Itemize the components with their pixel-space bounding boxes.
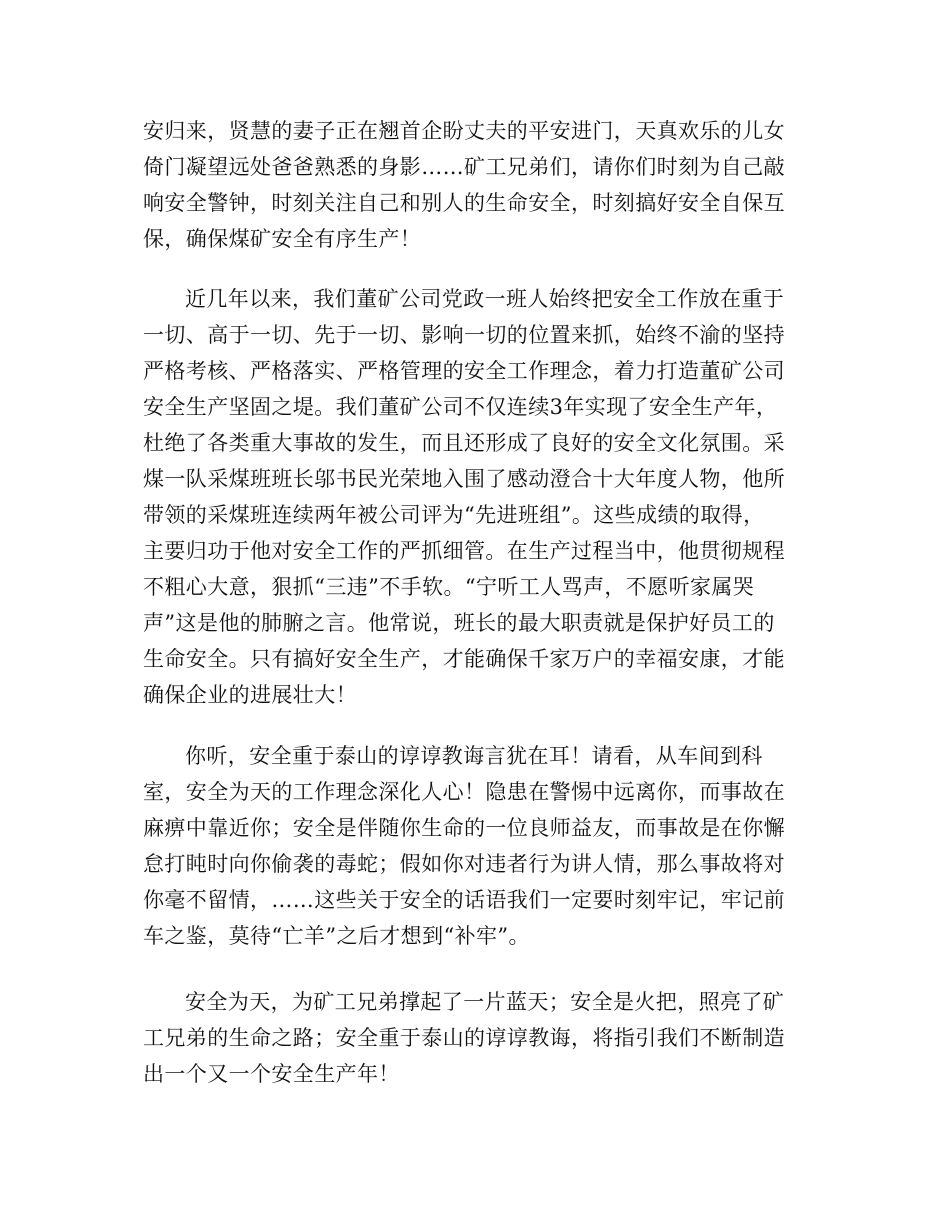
- text-line: 响安全警钟，时刻关注自己和别人的生命安全，时刻搞好安全自保互: [143, 191, 785, 215]
- text-line: 煤一队采煤班班长邬书民光荣地入围了感动澄合十大年度人物，他所: [143, 467, 785, 491]
- paragraph-2: [143, 281, 803, 713]
- text-line: 车之鉴，莫待“亡羊”之后才想到“补牢”。: [143, 924, 530, 948]
- text-line: 室，安全为天的工作理念深化人心！隐患在警惕中远离你，而事故在: [143, 780, 785, 804]
- text-line: 你毫不留情，……这些关于安全的话语我们一定要时刻牢记，牢记前: [143, 888, 785, 912]
- text-line: 麻痹中靠近你；安全是伴随你生命的一位良师益友，而事故是在你懈: [143, 816, 785, 840]
- text-line: 严格考核、严格落实、严格管理的安全工作理念，着力打造董矿公司: [143, 359, 785, 383]
- text-line: 安全生产坚固之堤。我们董矿公司不仅连续3年实现了安全生产年，: [143, 395, 778, 419]
- text-line: 主要归功于他对安全工作的严抓细管。在生产过程当中，他贯彻规程: [143, 539, 785, 563]
- paragraph-1: [143, 113, 803, 257]
- text-line: 倚门凝望远处爸爸熟悉的身影……矿工兄弟们，请你们时刻为自己敲: [143, 155, 785, 179]
- text-line: 安全为天，为矿工兄弟撑起了一片蓝天；安全是火把，照亮了矿: [185, 990, 785, 1014]
- text-line: 安归来，贤慧的妻子正在翘首企盼丈夫的平安进门，天真欢乐的儿女: [143, 119, 785, 143]
- text-line: 不粗心大意，狠抓“三违”不手软。“宁听工人骂声，不愿听家属哭: [143, 575, 755, 599]
- paragraph-3: [143, 738, 803, 954]
- text-line: 近几年以来，我们董矿公司党政一班人始终把安全工作放在重于: [185, 287, 785, 311]
- text-line: 怠打盹时向你偷袭的毒蛇；假如你对违者行为讲人情，那么事故将对: [143, 852, 785, 876]
- text-line: 你听，安全重于泰山的谆谆教诲言犹在耳！请看，从车间到科: [185, 744, 763, 768]
- paragraph-4: [143, 984, 803, 1092]
- text-line: 工兄弟的生命之路；安全重于泰山的谆谆教诲，将指引我们不断制造: [143, 1026, 785, 1050]
- text-line: 保，确保煤矿安全有序生产！: [143, 227, 422, 251]
- text-line: 出一个又一个安全生产年！: [143, 1062, 400, 1086]
- text-line: 生命安全。只有搞好安全生产，才能确保千家万户的幸福安康，才能: [143, 647, 785, 671]
- text-line: 声”这是他的肺腑之言。他常说，班长的最大职责就是保护好员工的: [143, 611, 775, 635]
- text-line: 杜绝了各类重大事故的发生，而且还形成了良好的安全文化氛围。采: [143, 431, 785, 455]
- text-line: 带领的采煤班连续两年被公司评为“先进班组”。这些成绩的取得，: [143, 503, 765, 527]
- text-line: 确保企业的进展壮大！: [143, 683, 357, 707]
- text-line: 一切、高于一切、先于一切、影响一切的位置来抓，始终不渝的坚持: [143, 323, 785, 347]
